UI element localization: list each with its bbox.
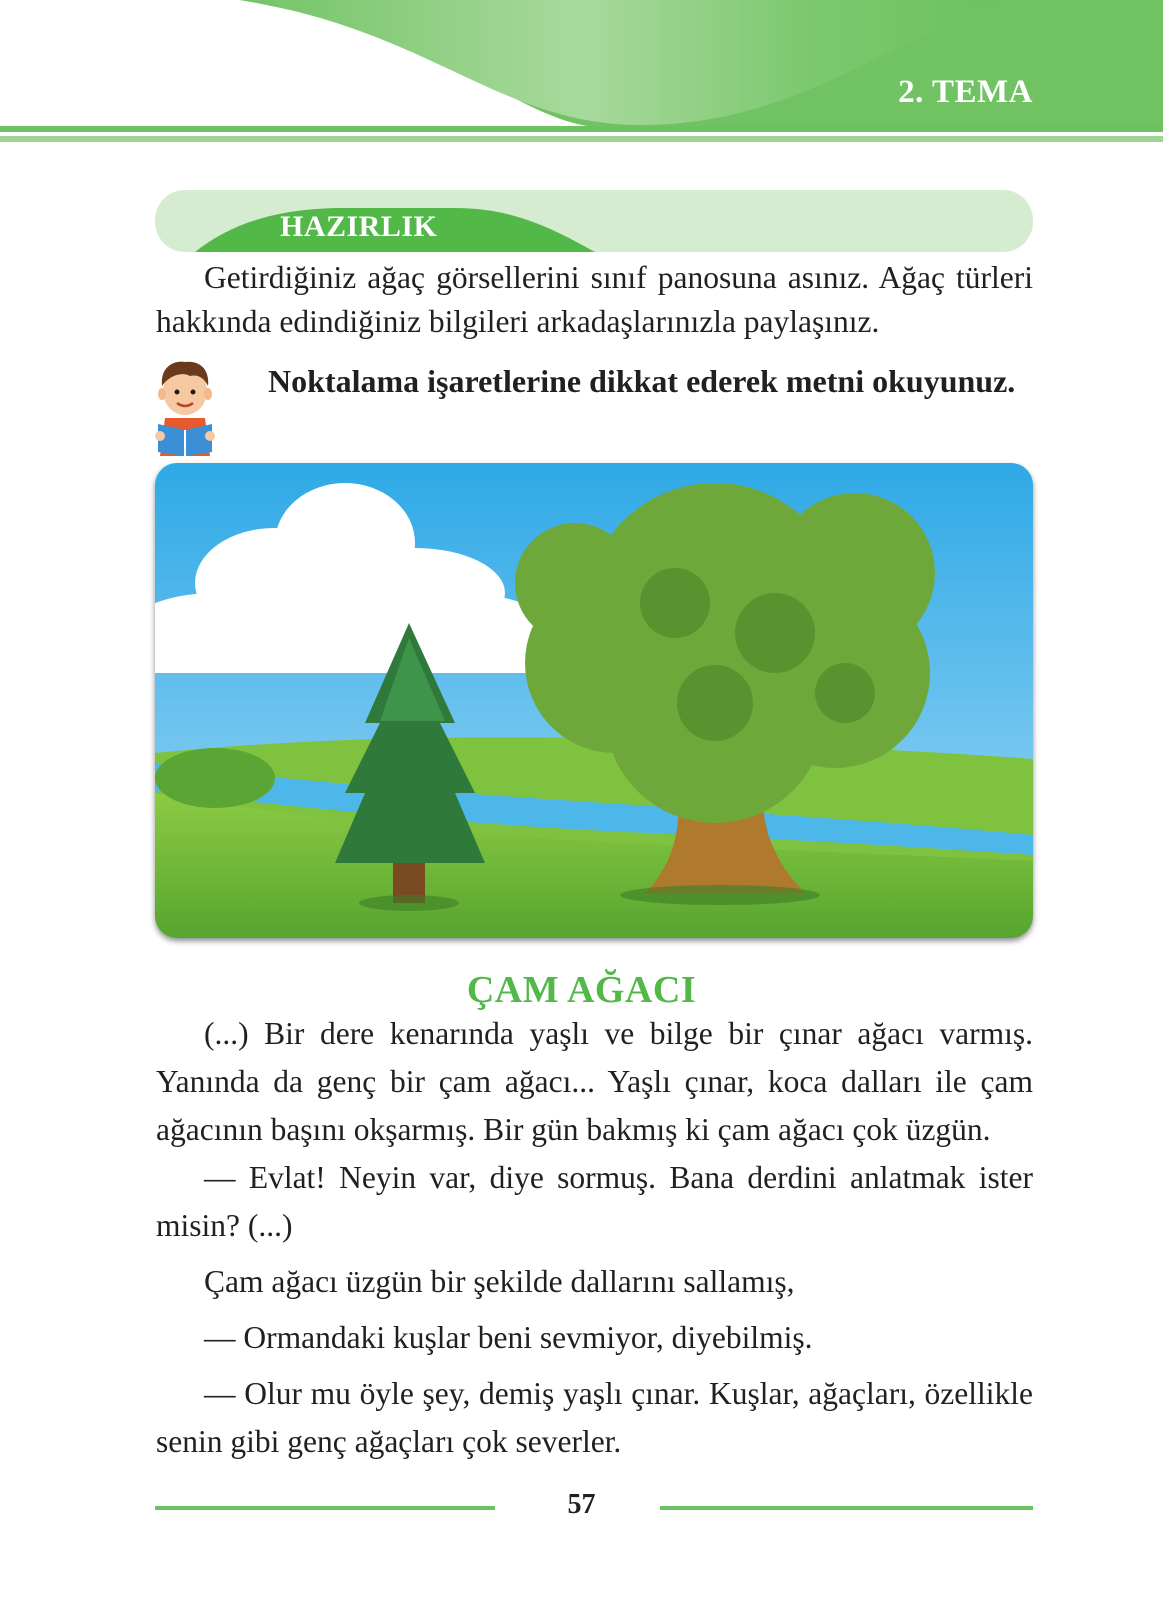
preparation-label: HAZIRLIK bbox=[280, 210, 438, 243]
reading-child-icon bbox=[150, 356, 220, 456]
preparation-text: Getirdiğiniz ağaç görsellerini sınıf panosuna asınız. Ağaç türleri hakkında edindiğiniz bilgileri arkadaşlarınızla paylaşınız. bbox=[156, 260, 1033, 339]
page-header bbox=[0, 0, 1163, 150]
reading-instruction: Noktalama işaretlerine dikkat ederek metni okuyunuz. bbox=[268, 363, 1016, 399]
story-paragraph: — Olur mu öyle şey, demiş yaşlı çınar. Kuşlar, ağaçları, özellikle senin gibi genç ağaçları çok severler. bbox=[156, 1376, 1033, 1459]
theme-label: 2. TEMA bbox=[898, 74, 1033, 110]
story-paragraph: — Evlat! Neyin var, diye sormuş. Bana derdini anlatmak ister misin? (...) bbox=[156, 1160, 1033, 1243]
story-paragraph: (...) Bir dere kenarında yaşlı ve bilge bir çınar ağacı varmış. Yanında da genç bir çam ağacı... Yaşlı çınar, koca dalları ile çam ağacının başını okşarmış. Bir gün bakmış ki çam ağacı çok üzgün. bbox=[156, 1016, 1033, 1147]
story-paragraph: — Ormandaki kuşlar beni sevmiyor, diyebilmiş. bbox=[204, 1320, 813, 1355]
page-number: 57 bbox=[567, 1489, 596, 1520]
landscape-picture bbox=[155, 463, 1033, 938]
story-illustration bbox=[155, 463, 1033, 938]
story-title: ÇAM AĞACI bbox=[466, 969, 697, 1011]
story-paragraph: Çam ağacı üzgün bir şekilde dallarını sallamış, bbox=[204, 1264, 795, 1299]
story-text bbox=[156, 1010, 1033, 1466]
